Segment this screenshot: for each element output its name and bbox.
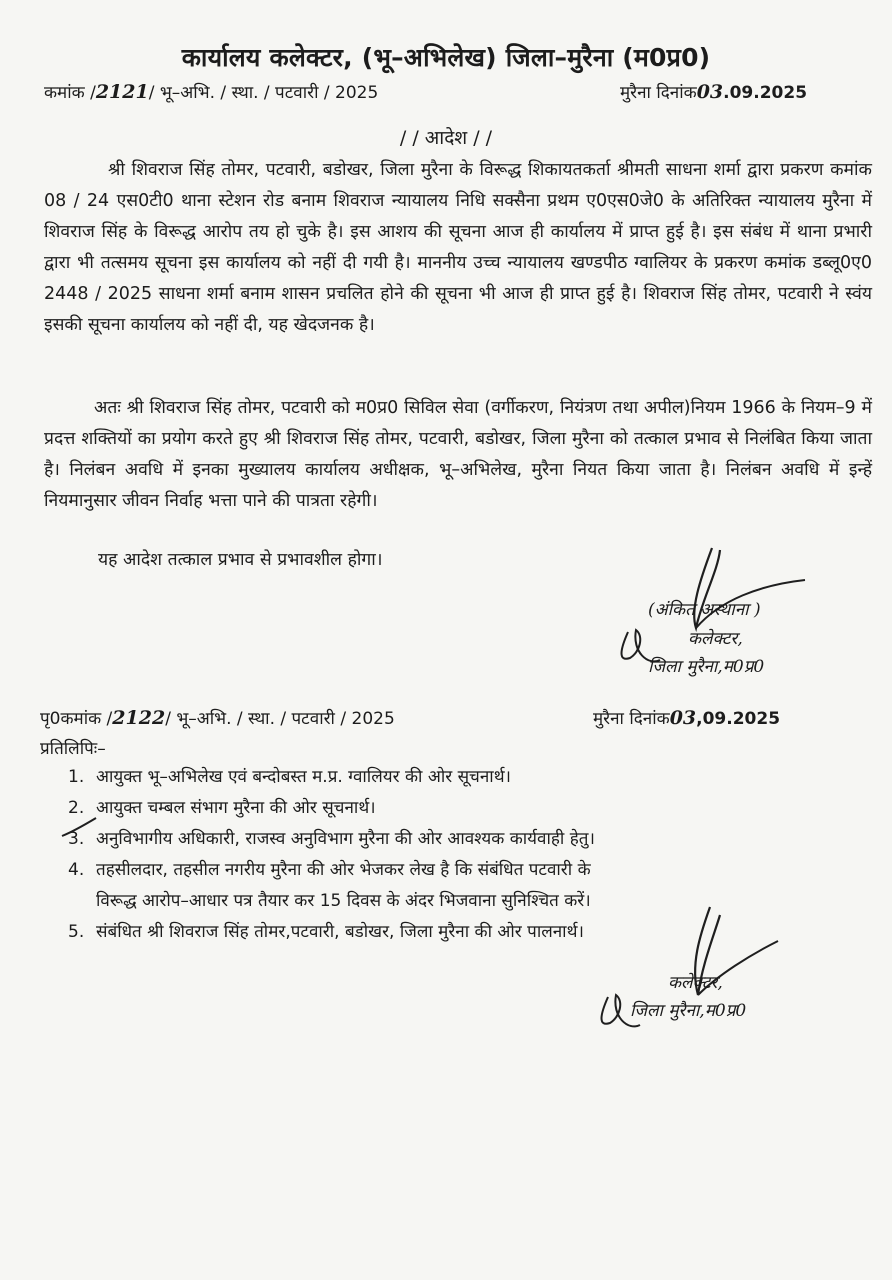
copy-list-item: [68, 824, 858, 855]
copy-list-item: [68, 793, 858, 824]
order-date-day-handwritten: 03: [696, 81, 724, 103]
endorsement-date-day-handwritten: 03: [669, 707, 697, 729]
endorsement-date-prefix: मुरैना दिनांक: [593, 709, 670, 729]
copy-item-number: 1.: [68, 767, 85, 787]
order-paragraph-2: अतः श्री शिवराज सिंह तोमर, पटवारी को म0प्र0 सिविल सेवा (वर्गीकरण, नियंत्रण तथा अपील)नियम 1966 के नियम–9 में प्रदत्त शक्तियों का प्रयोग करते हुए श्री शिवराज सिंह तोमर, पटवारी, बडोखर, जिला मुरैना को तत्काल प्रभाव से निलंबित किया जाता है। निलंबन अवधि में इनका मुख्यालय कार्यालय अधीक्षक, भू–अभिलेख, मुरैना नियत किया जाता है। निलंबन अवधि में इन्हें नियमानुसार जीवन निर्वाह भत्ता पाने की पात्रता रहेगी।: [44, 398, 872, 511]
copy-label: प्रतिलिपिः–: [40, 739, 106, 759]
order-date: [620, 80, 807, 103]
endorsement-number: [40, 706, 395, 729]
endorsement-number-prefix: पृ0कमांक /: [40, 709, 113, 729]
office-title: कार्यालय कलेक्टर, (भू–अभिलेख) जिला–मुरैना (म0प्र0): [181, 43, 711, 72]
signatory-2-district: जिला मुरैना,म0प्र0: [630, 1001, 747, 1021]
order-heading: / / आदेश / /: [399, 127, 493, 149]
order-paragraph-3: यह आदेश तत्काल प्रभाव से प्रभावशील होगा।: [98, 550, 383, 570]
copy-item-text: संबंधित श्री शिवराज सिंह तोमर,पटवारी, बडोखर, जिला मुरैना की ओर पालनार्थ।: [96, 922, 584, 942]
copy-item-text: आयुक्त भू–अभिलेख एवं बन्दोबस्त म.प्र. ग्वालियर की ओर सूचनार्थ।: [96, 767, 511, 787]
order-date-rest: .09.2025: [723, 83, 808, 103]
order-number: [44, 80, 378, 103]
endorsement-number-handwritten: 2122: [112, 707, 166, 729]
endorsement-date-rest: ,09.2025: [696, 709, 781, 729]
signatory-name: (अंकित अस्थाना ): [648, 600, 761, 620]
order-number-suffix: / भू–अभि. / स्था. / पटवारी / 2025: [148, 83, 379, 103]
order-number-handwritten: 2121: [95, 81, 149, 103]
copy-item-number: 3.: [68, 829, 85, 849]
endorsement-date: [593, 706, 780, 729]
copy-item-number: 4.: [68, 860, 85, 880]
signatory-district: जिला मुरैना,म0प्र0: [648, 657, 765, 677]
endorsement-number-suffix: / भू–अभि. / स्था. / पटवारी / 2025: [165, 709, 395, 729]
order-number-prefix: कमांक /: [44, 83, 96, 103]
copy-item-continuation: विरूद्ध आरोप–आधार पत्र तैयार कर 15 दिवस के अंदर भिजवाना सुनिश्चित करें।: [96, 891, 591, 911]
tick-mark: [60, 814, 100, 844]
signatory-designation: कलेक्टर,: [688, 629, 743, 649]
copy-item-text: आयुक्त चम्बल संभाग मुरैना की ओर सूचनार्थ।: [96, 798, 376, 818]
order-date-prefix: मुरैना दिनांक: [620, 83, 697, 103]
order-paragraph-1: श्री शिवराज सिंह तोमर, पटवारी, बडोखर, जिला मुरैना के विरूद्ध शिकायतकर्ता श्रीमती साधना शर्मा द्वारा प्रकरण कमांक 08 / 24 एस0टी0 थाना स्टेशन रोड बनाम शिवराज न्यायालय निधि सक्सैना प्रथम ए0एस0जे0 के अतिरिक्त न्यायालय मुरैना में शिवराज सिंह के विरूद्ध आरोप तय हो चुके है। इस आशय की सूचना आज ही कार्यालय में प्राप्त हुई है। इस संबंध में थाना प्रभारी द्वारा भी तत्समय सूचना इस कार्यालय को नहीं दी गयी है। माननीय उच्च न्यायालय खण्डपीठ ग्वालियर के प्रकरण कमांक डब्लू0ए0 2448 / 2025 साधना शर्मा बनाम शासन प्रचलित होने की सूचना भी आज ही प्राप्त हुई है। शिवराज सिंह तोमर, पटवारी ने स्वंय इसकी सूचना कार्यालय को नहीं दी, यह खेदजनक है।: [44, 160, 872, 335]
copy-item-number: 5.: [68, 922, 85, 942]
copy-item-number: 2.: [68, 798, 85, 818]
copy-item-text: तहसीलदार, तहसील नगरीय मुरैना की ओर भेजकर लेख है कि संबंधित पटवारी के: [96, 860, 591, 880]
copy-item-text: अनुविभागीय अधिकारी, राजस्व अनुविभाग मुरैना की ओर आवश्यक कार्यवाही हेतु।: [96, 829, 595, 849]
signatory-2-designation: कलेक्टर,: [668, 973, 723, 993]
copy-list-item: [68, 762, 858, 793]
